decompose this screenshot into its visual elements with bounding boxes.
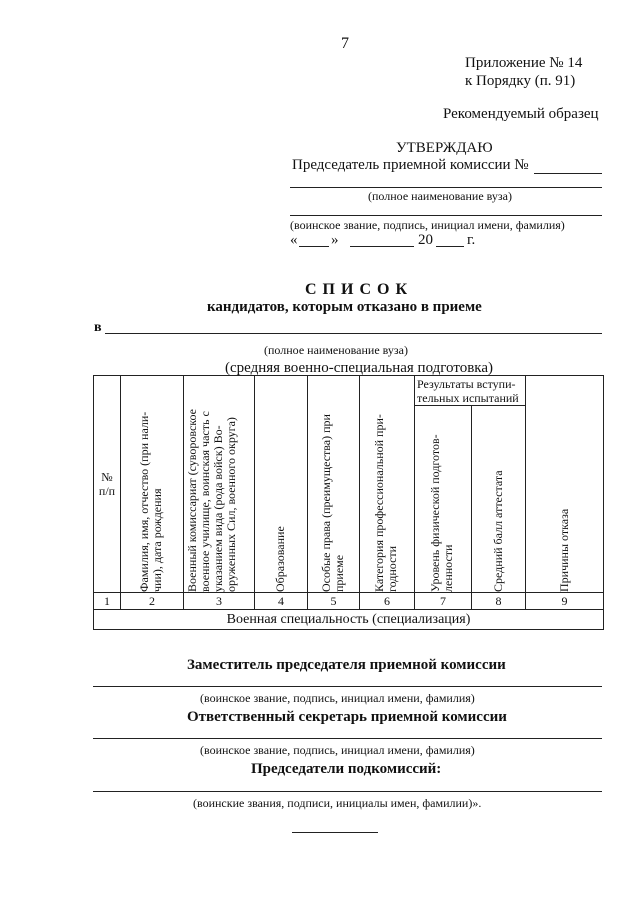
header-commissariat: Военный комиссариат (суворовское военное училище, воинская часть с указанием вида (рода войск) Во-оруженных Сил, военного округа): [184, 376, 255, 593]
col-number: 8: [472, 593, 526, 610]
recommended-sample: Рекомендуемый образец: [443, 106, 599, 122]
col-number: 5: [308, 593, 360, 610]
appendix-line2: к Порядку (п. 91): [465, 73, 576, 89]
year-prefix: 20: [418, 232, 433, 248]
header-reasons: Причины отказа: [526, 376, 604, 593]
header-privileges: Особые права (преимущества) при приеме: [308, 376, 360, 593]
table-caption: (средняя военно-специальная подготовка): [225, 360, 494, 376]
list-subtitle: кандидатов, которым отказано в приеме: [207, 299, 482, 315]
numbers-row: [94, 593, 604, 610]
deputy-caption: (воинское звание, подпись, инициал имени, фамилия): [200, 691, 475, 705]
date-open-quote: «: [290, 232, 298, 248]
end-divider: [292, 832, 378, 833]
col-number: 9: [526, 593, 604, 610]
col-number: 6: [360, 593, 415, 610]
university-line-2: [105, 333, 602, 334]
date-line: [290, 232, 530, 250]
page-number: 7: [341, 35, 349, 52]
header-physical: Уровень физической подготов-ленности: [415, 406, 472, 593]
header-results-group: Результаты вступи-тельных испытаний: [415, 376, 526, 406]
approve-title: УТВЕРЖДАЮ: [396, 140, 493, 156]
subcommittee-caption: (воинские звания, подписи, инициалы имен, фамилии)».: [193, 796, 482, 810]
header-education: Образование: [255, 376, 308, 593]
chair-number-line: [534, 173, 602, 174]
list-title: С П И С О К: [305, 281, 409, 298]
university-caption: (полное наименование вуза): [368, 189, 512, 203]
header-num: № п/п: [94, 376, 121, 593]
col-number: 4: [255, 593, 308, 610]
date-close-quote: »: [331, 232, 339, 248]
deputy-title: Заместитель председателя приемной комиссии: [187, 657, 506, 673]
deputy-line: [93, 686, 602, 687]
header-category: Категория профессиональной при-годности: [360, 376, 415, 593]
signature-line: [290, 215, 602, 216]
secretary-caption: (воинское звание, подпись, инициал имени, фамилия): [200, 743, 475, 757]
col-number: 1: [94, 593, 121, 610]
col-number: 3: [184, 593, 255, 610]
signature-caption: (воинское звание, подпись, инициал имени, фамилия): [290, 218, 565, 232]
header-fio: Фамилия, имя, отчество (при нали-чии), дата рождения: [121, 376, 184, 593]
subcommittee-line: [93, 791, 602, 792]
in-label: в: [94, 320, 102, 335]
secretary-line: [93, 738, 602, 739]
university-caption-2: (полное наименование вуза): [264, 343, 408, 357]
candidates-table: [93, 375, 604, 630]
header-avg-score: Средний балл аттестата: [472, 406, 526, 593]
year-suffix: г.: [467, 232, 476, 248]
subcommittee-title: Председатели подкомиссий:: [251, 761, 442, 777]
col-number: 7: [415, 593, 472, 610]
university-line: [290, 187, 602, 188]
appendix-line1: Приложение № 14: [465, 55, 583, 71]
secretary-title: Ответственный секретарь приемной комиссии: [187, 709, 507, 725]
chair-label: Председатель приемной комиссии №: [292, 157, 529, 173]
specialty-row: Военная специальность (специализация): [94, 610, 604, 630]
col-number: 2: [121, 593, 184, 610]
